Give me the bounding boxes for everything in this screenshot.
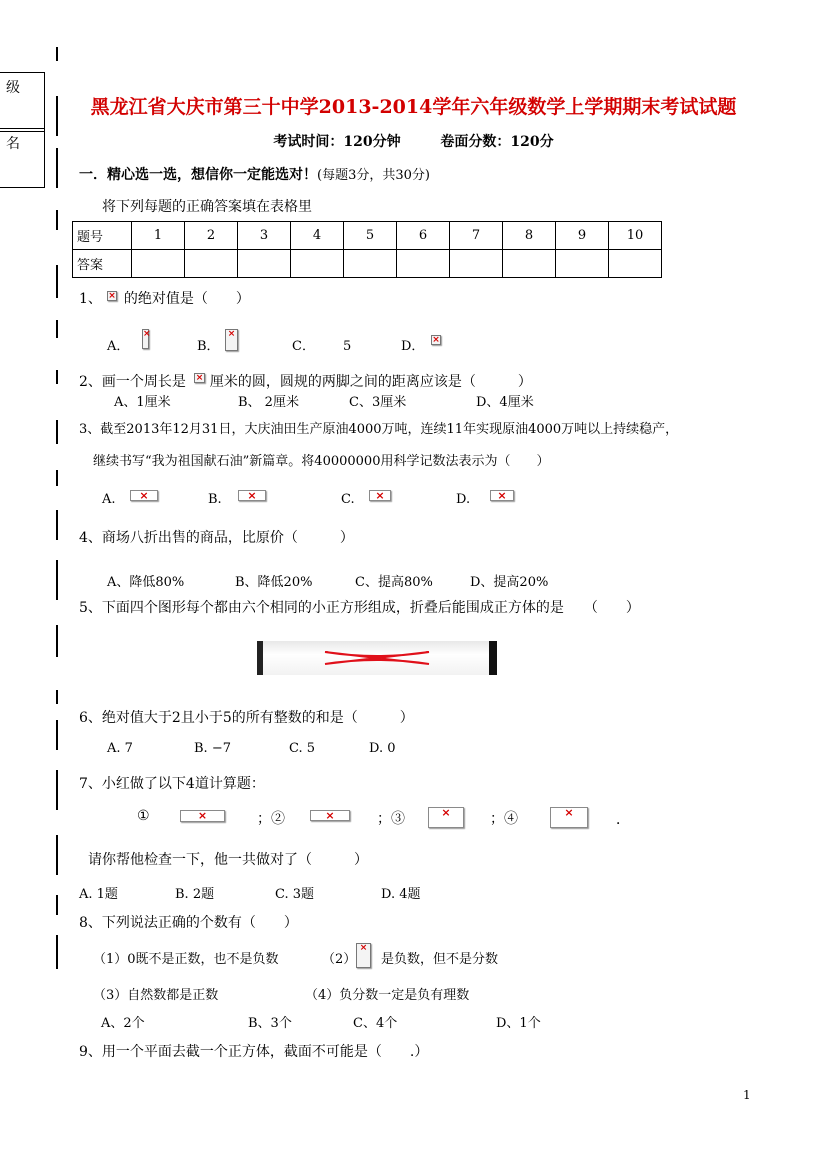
q8-statement-4: （4）负分数一定是负有理数 bbox=[305, 988, 470, 1003]
broken-image-icon bbox=[180, 810, 225, 822]
q7-end: ． bbox=[616, 812, 630, 828]
broken-image-icon bbox=[490, 490, 514, 501]
name-label: 名 bbox=[6, 136, 20, 152]
binding-line bbox=[56, 370, 58, 384]
table-row: 题号 1 2 3 4 5 6 7 8 9 10 bbox=[73, 222, 662, 250]
q7-stem: 7、小红做了以下4道计算题： bbox=[79, 776, 265, 792]
binding-line bbox=[56, 265, 58, 298]
answer-cell[interactable] bbox=[185, 250, 238, 278]
answer-cell[interactable] bbox=[450, 250, 503, 278]
broken-image-icon bbox=[238, 490, 266, 501]
q2-option-a: A、1厘米 bbox=[114, 395, 171, 410]
q2-option-c: C、3厘米 bbox=[349, 395, 407, 410]
answer-cell[interactable] bbox=[397, 250, 450, 278]
broken-image-icon bbox=[225, 329, 238, 351]
q8-statement-2: （2） bbox=[322, 952, 357, 967]
broken-image-icon bbox=[428, 807, 464, 828]
q7-check: 请你帮他检查一下，他一共做对了（ ） bbox=[88, 852, 368, 868]
q7-option-a: A. 1题 bbox=[79, 887, 118, 902]
q6-stem: 6、绝对值大于2且小于5的所有整数的和是（ ） bbox=[79, 710, 414, 726]
q7-option-d: D. 4题 bbox=[381, 887, 421, 902]
broken-image-icon bbox=[130, 490, 158, 501]
exam-info bbox=[0, 131, 827, 151]
broken-image-icon bbox=[356, 943, 371, 968]
binding-line bbox=[56, 935, 58, 969]
q7-marker-3: ；③ bbox=[377, 811, 405, 827]
exam-score: 卷面分数：120分 bbox=[440, 134, 554, 150]
q8-option-c: C、4个 bbox=[353, 1016, 398, 1031]
q7-marker-1: ① bbox=[137, 808, 150, 824]
answer-cell[interactable] bbox=[344, 250, 397, 278]
page-number: 1 bbox=[743, 1088, 751, 1102]
broken-image-icon bbox=[194, 373, 205, 383]
q1-stem: 1、 的绝对值是（ ） bbox=[79, 291, 250, 307]
answer-cell[interactable] bbox=[556, 250, 609, 278]
answer-cell[interactable] bbox=[609, 250, 662, 278]
answer-table bbox=[72, 221, 662, 278]
section-instruction: 将下列每题的正确答案填在表格里 bbox=[102, 199, 312, 215]
q8-option-d: D、1个 bbox=[496, 1016, 541, 1031]
section-heading: 一．精心选一选，想信你一定能选对！(每题3分，共30分) bbox=[79, 167, 430, 183]
broken-image-icon bbox=[107, 291, 117, 301]
q7-option-b: B. 2题 bbox=[175, 887, 215, 902]
table-header-number: 题号 bbox=[73, 222, 132, 250]
binding-line bbox=[56, 470, 58, 486]
q3-option-c: C. bbox=[341, 492, 355, 507]
q3-stem-line2: 继续书写“我为祖国献石油”新篇章。将40000000用科学记数法表示为（ ） bbox=[93, 454, 550, 469]
broken-image-icon bbox=[550, 807, 588, 828]
class-label: 级 bbox=[6, 80, 20, 96]
q1-option-b: B． bbox=[197, 339, 220, 354]
binding-line bbox=[56, 47, 58, 61]
q8-statement-1: （1）0既不是正数，也不是负数 bbox=[93, 952, 279, 967]
binding-line bbox=[56, 560, 58, 600]
binding-line bbox=[56, 510, 58, 540]
q8-option-b: B、3个 bbox=[248, 1016, 292, 1031]
table-header-answer: 答案 bbox=[73, 250, 132, 278]
q3-option-a: A. bbox=[102, 492, 116, 507]
q7-marker-4: ；④ bbox=[490, 811, 518, 827]
answer-cell[interactable] bbox=[291, 250, 344, 278]
q4-option-b: B、降低20% bbox=[235, 575, 313, 590]
binding-line bbox=[56, 770, 58, 810]
binding-line bbox=[56, 148, 58, 188]
figure-placeholder bbox=[257, 641, 497, 675]
q4-stem: 4、商场八折出售的商品，比原价（ ） bbox=[79, 530, 354, 546]
q8-statement-2-text: 是负数，但不是分数 bbox=[381, 952, 499, 967]
q2-option-b: B、 2厘米 bbox=[238, 395, 299, 410]
broken-image-icon bbox=[369, 490, 391, 501]
answer-cell[interactable] bbox=[503, 250, 556, 278]
exam-title: 黑龙江省大庆市第三十中学2013-2014学年六年级数学上学期期末考试试题 bbox=[90, 96, 737, 118]
q6-option-d: D. 0 bbox=[369, 741, 396, 756]
q2-stem: 2、画一个周长是 厘米的圆，圆规的两脚之间的距离应该是（ ） bbox=[79, 374, 532, 390]
q3-stem-line1: 3、截至2013年12月31日，大庆油田生产原油4000万吨，连续11年实现原油4000万吨以上持续稳产， bbox=[79, 422, 679, 437]
binding-line bbox=[56, 420, 58, 444]
q6-option-a: A. 7 bbox=[107, 741, 133, 756]
q6-option-b: B. −7 bbox=[194, 741, 231, 756]
binding-line bbox=[56, 720, 58, 750]
q7-marker-2: ；② bbox=[257, 811, 285, 827]
binding-line bbox=[56, 320, 58, 338]
binding-line bbox=[56, 625, 58, 657]
table-row bbox=[73, 250, 662, 278]
q4-option-d: D、提高20% bbox=[470, 575, 549, 590]
q5-stem: 5、下面四个图形每个都由六个相同的小正方形组成，折叠后能围成正方体的是 （ ） bbox=[79, 600, 640, 616]
broken-image-icon bbox=[431, 335, 441, 345]
q4-option-c: C、提高80% bbox=[355, 575, 433, 590]
binding-line bbox=[56, 690, 58, 704]
exam-time: 考试时间：120分钟 bbox=[273, 134, 401, 150]
broken-image-icon bbox=[142, 329, 149, 349]
q2-option-d: D、4厘米 bbox=[476, 395, 534, 410]
q1-option-c: C． 5 bbox=[292, 339, 352, 354]
broken-image-icon bbox=[310, 810, 350, 821]
q1-option-d: D． bbox=[401, 339, 425, 354]
q3-option-b: B. bbox=[208, 492, 222, 507]
binding-line bbox=[56, 895, 58, 915]
q7-option-c: C. 3题 bbox=[275, 887, 315, 902]
q8-option-a: A、2个 bbox=[101, 1016, 145, 1031]
q9-stem: 9、用一个平面去截一个正方体，截面不可能是（ .） bbox=[79, 1044, 429, 1060]
answer-cell[interactable] bbox=[132, 250, 185, 278]
q8-stem: 8、下列说法正确的个数有（ ） bbox=[79, 915, 298, 931]
broken-image-icon bbox=[323, 646, 431, 670]
q4-option-a: A、降低80% bbox=[107, 575, 185, 590]
q6-option-c: C. 5 bbox=[289, 741, 316, 756]
q8-statement-3: （3）自然数都是正数 bbox=[93, 988, 219, 1003]
answer-cell[interactable] bbox=[238, 250, 291, 278]
binding-line bbox=[56, 210, 58, 230]
q3-option-d: D. bbox=[456, 492, 471, 507]
binding-line bbox=[56, 835, 58, 875]
q1-option-a: A． bbox=[107, 339, 130, 354]
